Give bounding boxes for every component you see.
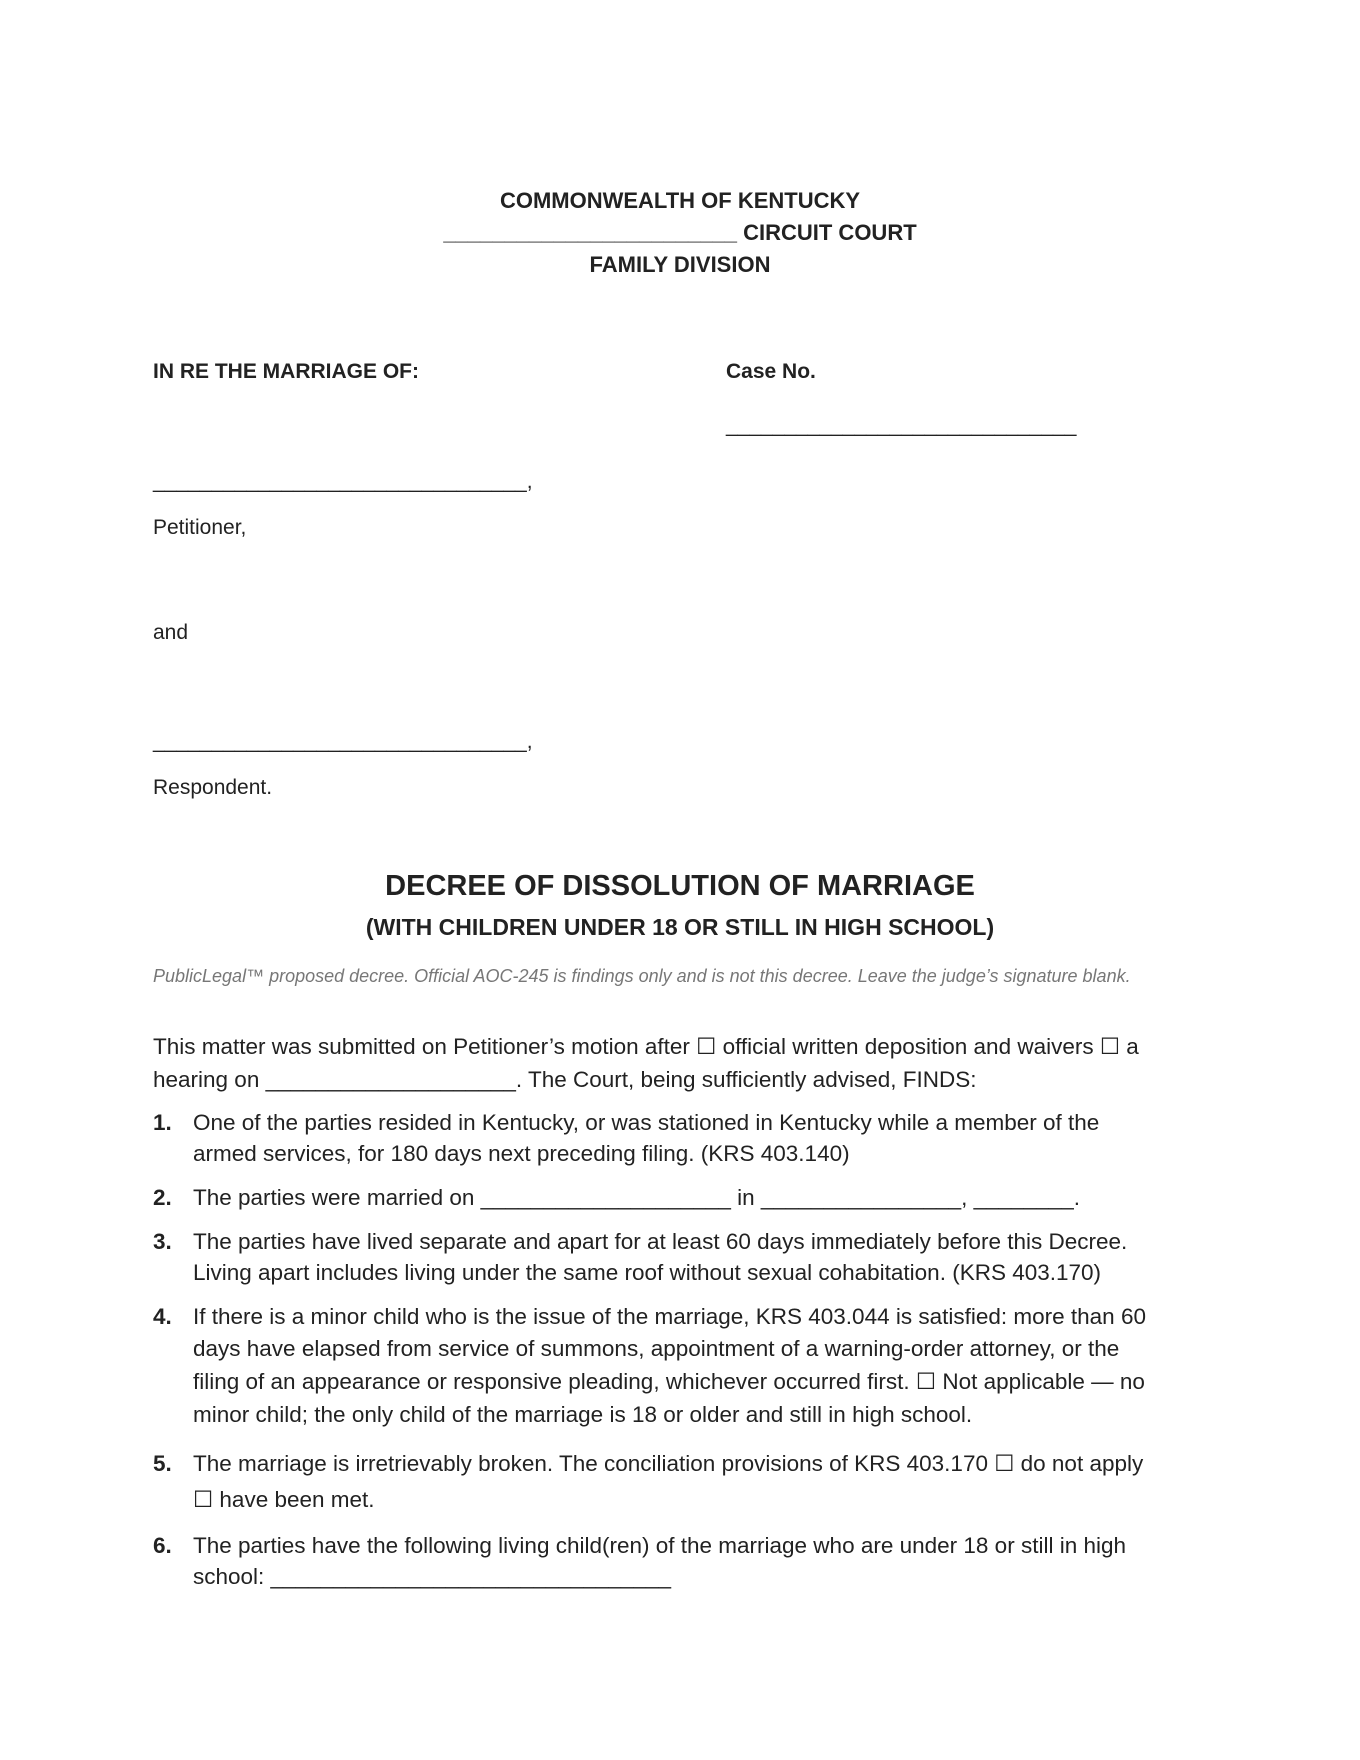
intro-line-1: This matter was submitted on Petitioner’s motion after ☐ official written deposition and waivers ☐ a	[153, 1034, 1139, 1059]
finding-number: 3.	[153, 1229, 172, 1254]
finding-6-line-1: The parties have the following living child(ren) of the marriage who are under 18 or still in high	[193, 1533, 1126, 1558]
intro-line-2: hearing on ____________________. The Court, being sufficiently advised, FINDS:	[153, 1067, 977, 1092]
finding-number: 5.	[153, 1451, 172, 1476]
finding-1-line-1: One of the parties resided in Kentucky, or was stationed in Kentucky while a member of the	[193, 1110, 1100, 1135]
finding-number: 2.	[153, 1185, 172, 1210]
court-header-state: COMMONWEALTH OF KENTUCKY	[499, 188, 861, 213]
respondent-name-blank: ________________________________,	[153, 730, 533, 753]
document-subtitle: (WITH CHILDREN UNDER 18 OR STILL IN HIGH SCHOOL)	[365, 914, 995, 940]
respondent-label: Respondent.	[153, 776, 273, 799]
finding-4-line-3: filing of an appearance or responsive pleading, whichever occurred first. ☐ Not applicable — no	[193, 1369, 1145, 1394]
court-header-division: FAMILY DIVISION	[589, 252, 771, 277]
finding-4-line-2: days have elapsed from service of summons, appointment of a warning-order attorney, or the	[193, 1336, 1120, 1361]
document-title: DECREE OF DISSOLUTION OF MARRIAGE	[385, 870, 975, 902]
finding-6-line-2: school: ________________________________	[193, 1564, 671, 1589]
finding-4-line-1: If there is a minor child who is the issue of the marriage, KRS 403.044 is satisfied: more than 60	[193, 1304, 1146, 1329]
finding-number: 6.	[153, 1533, 172, 1558]
finding-1-line-2: armed services, for 180 days next preceding filing. (KRS 403.140)	[193, 1141, 850, 1166]
finding-2-line-1: The parties were married on ____________________ in ________________, ________.	[193, 1185, 1080, 1210]
publiclegal-note: PublicLegal™ proposed decree. Official AOC-245 is findings only and is not this decree. Leave the judge’s signature blank.	[153, 966, 1131, 986]
finding-5-line-2: ☐ have been met.	[193, 1487, 375, 1512]
case-no-blank: ______________________________	[726, 414, 1077, 437]
finding-3-line-1: The parties have lived separate and apart for at least 60 days immediately before this Decree.	[193, 1229, 1128, 1254]
finding-4-line-4: minor child; the only child of the marriage is 18 or older and still in high school.	[193, 1402, 973, 1427]
in-re-label: IN RE THE MARRIAGE OF:	[153, 360, 419, 383]
petitioner-label: Petitioner,	[153, 516, 247, 539]
finding-5-line-1: The marriage is irretrievably broken. The conciliation provisions of KRS 403.170 ☐ do not apply	[193, 1451, 1144, 1476]
finding-number: 4.	[153, 1304, 172, 1329]
finding-3-line-2: Living apart includes living under the same roof without sexual cohabitation. (KRS 403.170)	[193, 1260, 1102, 1285]
and-label: and	[153, 621, 189, 644]
court-header-circuit: ________________________ CIRCUIT COURT	[443, 220, 917, 245]
case-no-label: Case No.	[726, 360, 816, 383]
petitioner-name-blank: ________________________________,	[153, 470, 533, 493]
finding-number: 1.	[153, 1110, 172, 1135]
